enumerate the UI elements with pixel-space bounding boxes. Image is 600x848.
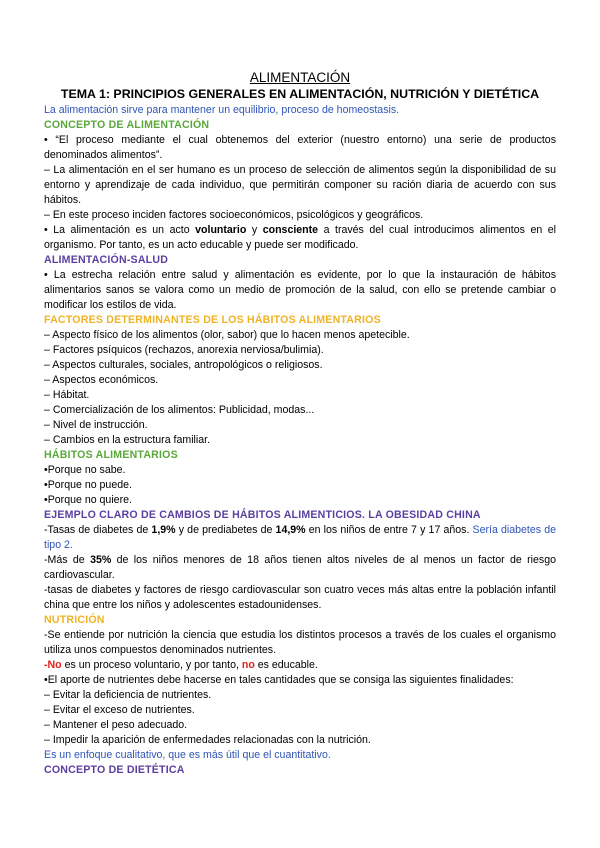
paragraph: • La estrecha relación entre salud y alimentación es evidente, por lo que la instauración de hábitos alimentarios sanos se valora como un medio de promoción de la salud, con ello se pretende cambiar o modificar los estilos de vida. [44, 269, 556, 311]
text-run: de los niños menores de 18 años tienen altos niveles de al menos un factor de riesgo cardiovascular. [44, 554, 556, 581]
list-item: – Evitar el exceso de nutrientes. [44, 704, 195, 716]
bold-run: 35% [90, 554, 112, 566]
paragraph: • “El proceso mediante el cual obtenemos del exterior (nuestro entorno) una serie de productos denominados alimentos”. [44, 134, 556, 161]
bold-run: consciente [262, 224, 319, 236]
bold-run: 1,9% [151, 524, 176, 536]
note-text: Es un enfoque cualitativo, que es más útil que el cuantitativo. [44, 749, 331, 761]
heading-concepto-dietetica: CONCEPTO DE DIETÉTICA [44, 764, 185, 776]
text-run: -Más de [44, 554, 91, 566]
paragraph: – La alimentación en el ser humano es un proceso de selección de alimentos según la disponibilidad de su entorno y aprendizaje de cada individuo, que permitirán componer su ración diaria de acuerdo con sus hábitos. [44, 164, 556, 206]
heading-habitos-alimentarios: HÁBITOS ALIMENTARIOS [44, 449, 178, 461]
heading-ejemplo-obesidad-china: EJEMPLO CLARO DE CAMBIOS DE HÁBITOS ALIMENTICIOS. LA OBESIDAD CHINA [44, 509, 481, 521]
text-run: y de prediabetes de [175, 524, 276, 536]
list-item: – Aspectos económicos. [44, 374, 159, 386]
paragraph: •El aporte de nutrientes debe hacerse en tales cantidades que se consiga las siguientes finalidades: [44, 674, 514, 686]
paragraph [44, 553, 556, 583]
list-item: •Porque no sabe. [44, 464, 126, 476]
list-item: – Factores psíquicos (rechazos, anorexia nerviosa/bulimia). [44, 344, 324, 356]
heading-concepto-alimentacion: CONCEPTO DE ALIMENTACIÓN [44, 119, 210, 131]
paragraph [44, 658, 556, 673]
red-run: - [44, 659, 48, 671]
red-run: No [47, 659, 62, 671]
list-item: – Aspecto físico de los alimentos (olor, sabor) que lo hacen menos apetecible. [44, 329, 410, 341]
paragraph [44, 223, 556, 253]
heading-alimentacion-salud: ALIMENTACIÓN-SALUD [44, 254, 169, 266]
list-item: – Hábitat. [44, 389, 90, 401]
blue-run: Sería diabetes de tipo 2. [44, 524, 556, 551]
text-run: y [246, 224, 263, 236]
text-run: -Tasas de diabetes de [44, 524, 152, 536]
text-run: a través del cual introducimos alimentos en el organismo. Por tanto, es un acto educable y puede ser modificado. [44, 224, 557, 251]
red-run: no [241, 659, 255, 671]
list-item: – Mantener el peso adecuado. [44, 719, 188, 731]
document-subtitle: TEMA 1: PRINCIPIOS GENERALES EN ALIMENTACIÓN, NUTRICIÓN Y DIETÉTICA [60, 87, 540, 101]
list-item: •Porque no quiere. [44, 494, 132, 506]
list-item: – Impedir la aparición de enfermedades relacionadas con la nutrición. [44, 734, 371, 746]
text-run: es un proceso voluntario, y por tanto, [61, 659, 242, 671]
heading-nutricion: NUTRICIÓN [44, 614, 105, 626]
text-run: en los niños de entre 7 y 17 años. [305, 524, 473, 536]
document-title: ALIMENTACIÓN [249, 70, 351, 85]
list-item: – Nivel de instrucción. [44, 419, 148, 431]
list-item: – Aspectos culturales, sociales, antropológicos o religiosos. [44, 359, 323, 371]
heading-factores-determinantes: FACTORES DETERMINANTES DE LOS HÁBITOS ALIMENTARIOS [44, 314, 381, 326]
intro-text: La alimentación sirve para mantener un equilibrio, proceso de homeostasis. [44, 104, 400, 116]
bold-run: 14,9% [275, 524, 306, 536]
text-run: • La alimentación es un acto [44, 224, 196, 236]
paragraph: – En este proceso inciden factores socioeconómicos, psicológicos y geográficos. [44, 209, 424, 221]
document-page [44, 70, 556, 778]
list-item: – Evitar la deficiencia de nutrientes. [44, 689, 212, 701]
bold-run: voluntario [195, 224, 247, 236]
paragraph [44, 523, 556, 553]
paragraph: -Se entiende por nutrición la ciencia que estudia los distintos procesos a través de los cuales el organismo utiliza unos compuestos denominados nutrientes. [44, 629, 556, 656]
list-item: – Cambios en la estructura familiar. [44, 434, 211, 446]
list-item: – Comercialización de los alimentos: Publicidad, modas... [44, 404, 315, 416]
list-item: •Porque no puede. [44, 479, 132, 491]
text-run: es educable. [254, 659, 318, 671]
paragraph: -tasas de diabetes y factores de riesgo cardiovascular son cuatro veces más altas entre la población infantil china que entre los niños y adolescentes estadounidenses. [44, 584, 556, 611]
